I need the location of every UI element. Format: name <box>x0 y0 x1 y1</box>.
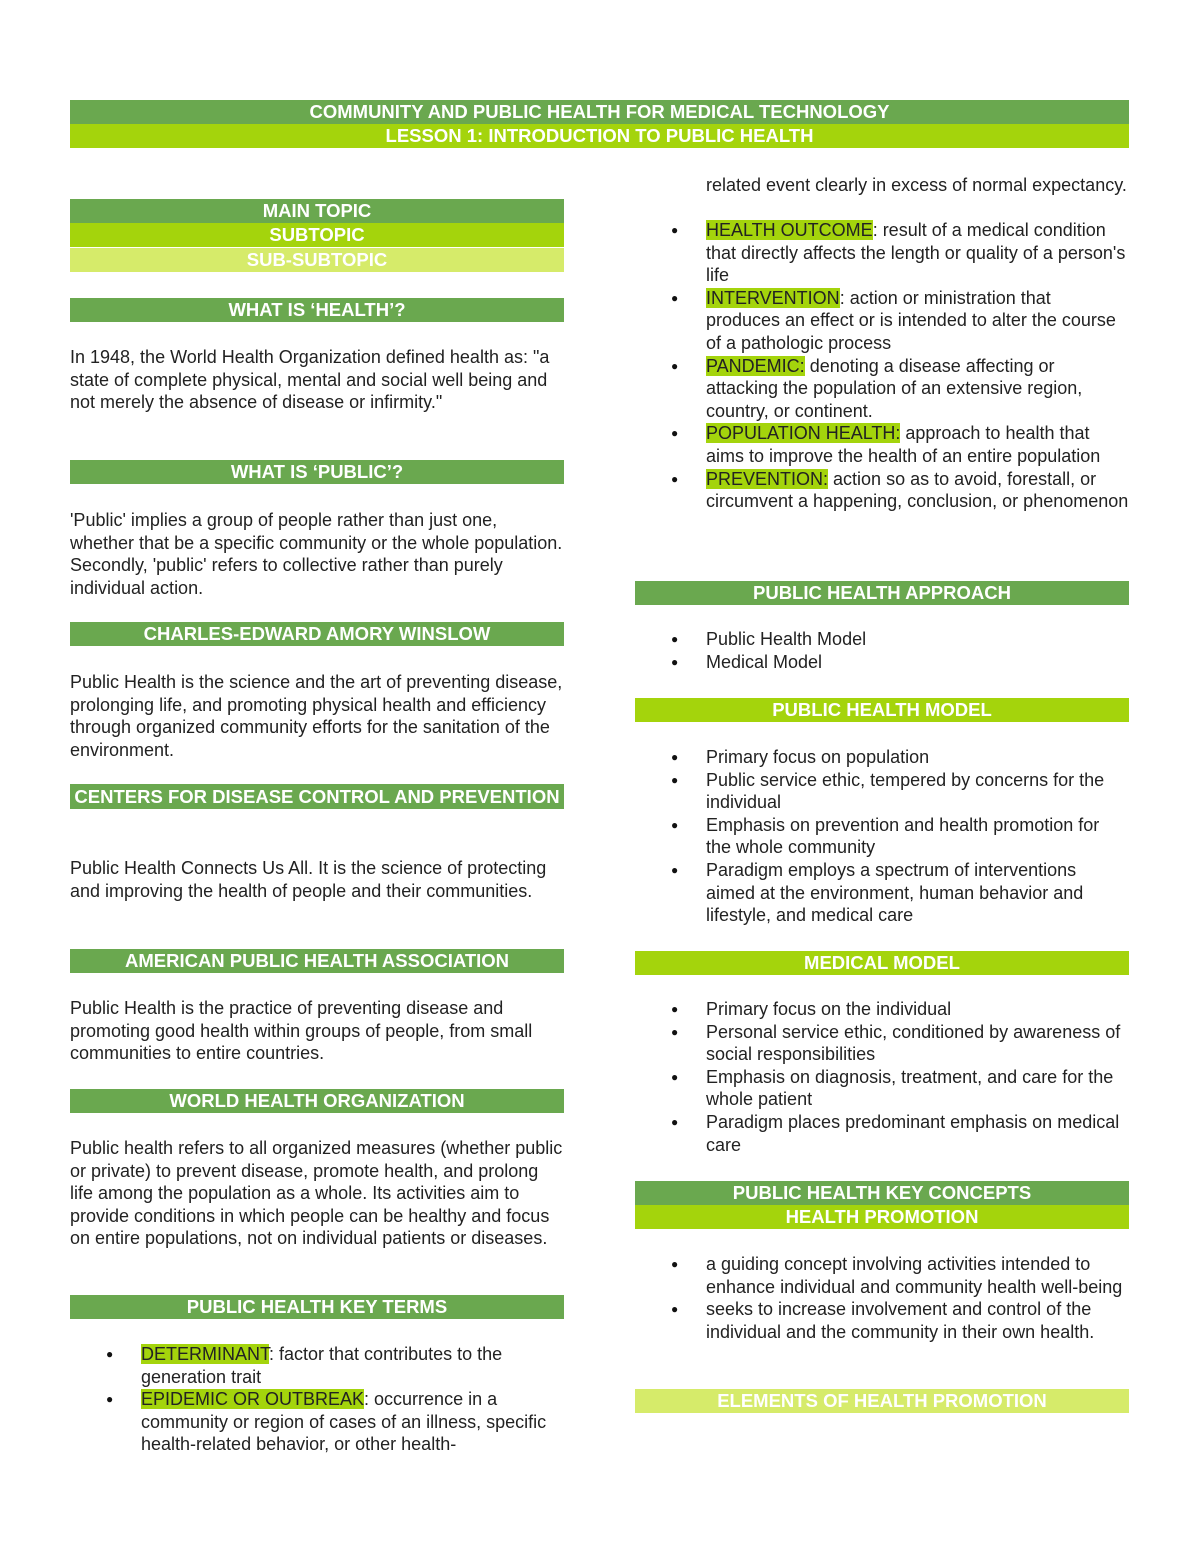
term-definition: : occurrence in a community or region of cases of an illness, specific health-related behavior, or other health- <box>141 1389 547 1455</box>
legend-main-topic: MAIN TOPIC <box>70 199 564 223</box>
term-determinant: DETERMINANT <box>141 1344 270 1364</box>
health-promotion-list <box>635 1253 1129 1343</box>
list-item: ● seeks to increase involvement and control of the individual and the community in their own health. <box>635 1298 1129 1343</box>
list-item: ● Emphasis on prevention and health promotion for the whole community <box>635 814 1129 859</box>
heading-medical-model: MEDICAL MODEL <box>635 951 1129 975</box>
heading-elements-of-health-promotion: ELEMENTS OF HEALTH PROMOTION <box>635 1389 1129 1413</box>
term-population-health: POPULATION HEALTH: <box>706 423 901 444</box>
medical-model-list <box>635 998 1129 1156</box>
heading-who: WORLD HEALTH ORGANIZATION <box>70 1089 564 1113</box>
approach-list <box>635 628 1129 673</box>
list-item <box>635 468 1129 513</box>
term-intervention: INTERVENTION <box>706 287 840 308</box>
key-terms-list-continued <box>635 219 1129 513</box>
key-terms-list <box>70 1343 564 1456</box>
legend-subtopic: SUBTOPIC <box>70 223 564 247</box>
term-definition: action so as to avoid, forestall, or circumvent a happening, conclusion, or phenomenon <box>706 468 1129 512</box>
terms-continued-text: related event clearly in excess of normal expectancy. <box>706 175 1127 195</box>
heading-what-is-health: WHAT IS ‘HEALTH’? <box>70 298 564 322</box>
heading-apha: AMERICAN PUBLIC HEALTH ASSOCIATION <box>70 949 564 973</box>
document-title: COMMUNITY AND PUBLIC HEALTH FOR MEDICAL TECHNOLOGY <box>70 100 1129 124</box>
heading-winslow: CHARLES-EDWARD AMORY WINSLOW <box>70 622 564 646</box>
list-item: ● Paradigm employs a spectrum of interventions aimed at the environment, human behavior and lifestyle, and medical care <box>635 859 1129 927</box>
list-item: ● Emphasis on diagnosis, treatment, and care for the whole patient <box>635 1066 1129 1111</box>
list-item: ● a guiding concept involving activities intended to enhance individual and community health well-being <box>635 1253 1129 1298</box>
list-item: ● Primary focus on the individual <box>635 998 1129 1021</box>
paragraph-winslow: Public Health is the science and the art of preventing disease, prolonging life, and promoting physical health and efficiency through organized community efforts for the sanitation of the environment. <box>70 672 563 760</box>
term-health-outcome: HEALTH OUTCOME <box>706 220 873 240</box>
heading-cdc: CENTERS FOR DISEASE CONTROL AND PREVENTION <box>70 784 564 809</box>
heading-health-promotion: HEALTH PROMOTION <box>635 1205 1129 1229</box>
paragraph-cdc: Public Health Connects Us All. It is the science of protecting and improving the health of people and their communities. <box>70 858 547 901</box>
heading-public-health-approach: PUBLIC HEALTH APPROACH <box>635 581 1129 605</box>
term-definition: : result of a medical condition that directly affects the length or quality of a person's life <box>706 220 1126 286</box>
term-epidemic: EPIDEMIC OR OUTBREAK <box>141 1389 365 1410</box>
list-item: ● Personal service ethic, conditioned by awareness of social responsibilities <box>635 1021 1129 1066</box>
list-item <box>635 287 1129 355</box>
paragraph-who: Public health refers to all organized measures (whether public or private) to prevent disease, promote health, and prolong life among the population as a whole. Its activities aim to provide conditions in which people can be healthy and focus on entire populations, not on individual patients or diseases. <box>70 1138 563 1249</box>
heading-public-health-model: PUBLIC HEALTH MODEL <box>635 698 1129 722</box>
list-item <box>635 355 1129 423</box>
list-item <box>70 1343 564 1388</box>
public-health-model-list <box>635 746 1129 927</box>
list-item <box>635 219 1129 287</box>
lesson-title: LESSON 1: INTRODUCTION TO PUBLIC HEALTH <box>70 124 1129 148</box>
list-item: ● Paradigm places predominant emphasis on medical care <box>635 1111 1129 1156</box>
term-definition: : action or ministration that produces an effect or is intended to alter the course of a pathologic process <box>706 287 1116 353</box>
term-prevention: PREVENTION: <box>706 468 829 489</box>
heading-key-terms: PUBLIC HEALTH KEY TERMS <box>70 1295 564 1319</box>
paragraph-public: 'Public' implies a group of people rather than just one, whether that be a specific community or the whole population. Secondly, 'public' refers to collective rather than purely individual action. <box>70 510 563 598</box>
list-item: ● Primary focus on population <box>635 746 1129 769</box>
paragraph-health: In 1948, the World Health Organization defined health as: "a state of complete physical, mental and social well being and not merely the absence of disease or infirmity." <box>70 347 550 413</box>
heading-what-is-public: WHAT IS ‘PUBLIC’? <box>70 460 564 484</box>
list-item: ● Medical Model <box>635 651 1129 674</box>
list-item: ● Public service ethic, tempered by concerns for the individual <box>635 769 1129 814</box>
legend-sub-subtopic: SUB-SUBTOPIC <box>70 248 564 272</box>
list-item: ● Public Health Model <box>635 628 1129 651</box>
heading-key-concepts: PUBLIC HEALTH KEY CONCEPTS <box>635 1181 1129 1205</box>
term-definition: : factor that contributes to the generation trait <box>141 1344 503 1387</box>
list-item <box>70 1388 564 1456</box>
paragraph-apha: Public Health is the practice of preventing disease and promoting good health within groups of people, from small communities to entire countries. <box>70 998 533 1064</box>
term-definition: denoting a disease affecting or attacking the population of an extensive region, country, or continent. <box>706 355 1083 421</box>
list-item <box>635 422 1129 467</box>
term-pandemic: PANDEMIC: <box>706 355 805 376</box>
term-definition: approach to health that aims to improve the health of an entire population <box>706 423 1101 466</box>
